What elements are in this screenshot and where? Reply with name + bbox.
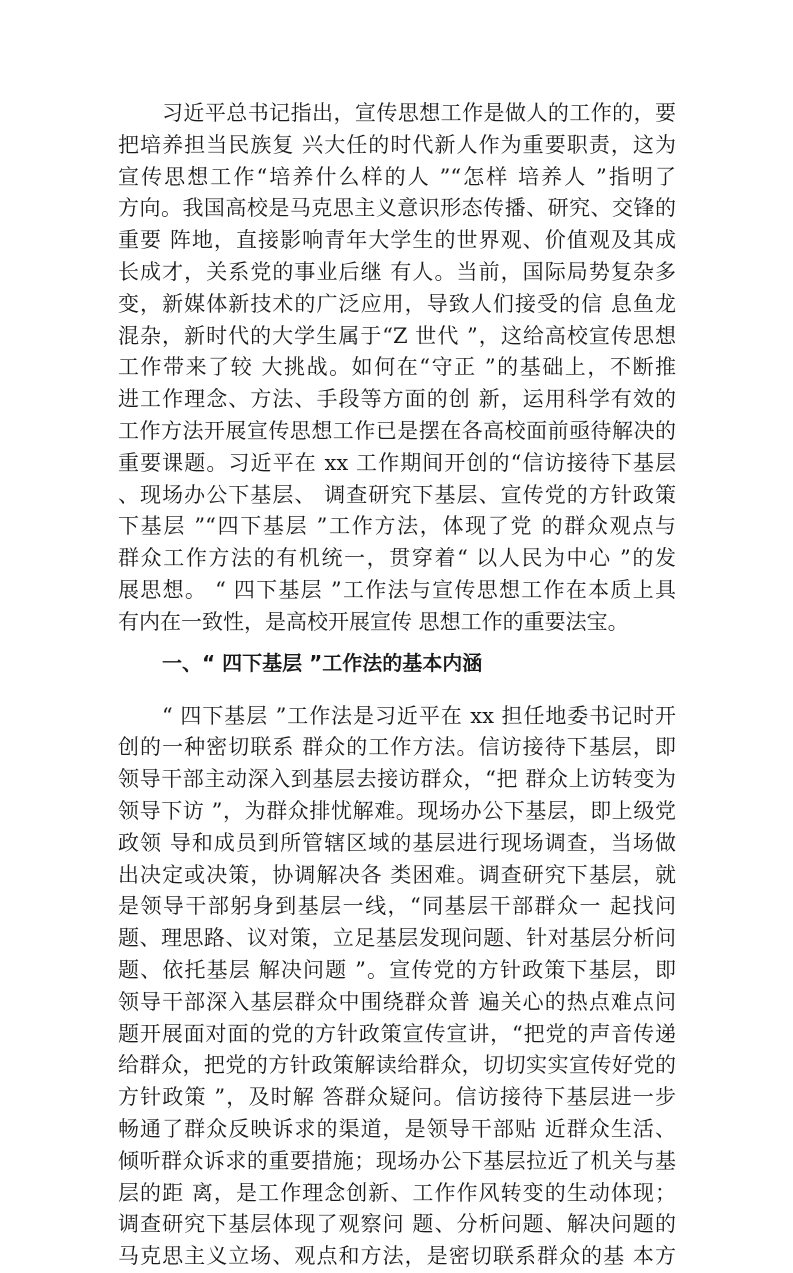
text-line: 倾听群众诉求的重要措施；现场办公下基层拉近了机关与基 — [118, 1148, 676, 1173]
text-line: 领导下访 ”，为群众排忧解难。现场办公下基层，即上级党 — [118, 798, 676, 823]
text-line: 题、理思路、议对策，立足基层发现问题、针对基层分析问 — [118, 926, 676, 951]
paragraph-section-1 — [118, 701, 676, 1273]
text-line: 展思想。 “ 四下基层 ”工作法与宣传思想工作在本质上具 — [118, 577, 676, 602]
text-line: 习近平总书记指出，宣传思想工作是做人的工作的，要 — [162, 101, 676, 125]
text-line: 宣传思想工作“培养什么样的人 ”“怎样 培养人 ”指明了 — [118, 164, 676, 189]
text-line: 题开展面对面的党的方针政策宣传宣讲，“把党的声音传递 — [118, 1021, 676, 1046]
text-line: 、现场办公下基层、 调查研究下基层、宣传党的方针政策 — [118, 482, 676, 507]
text-line: 把培养担当民族复 兴大任的时代新人作为重要职责，这为 — [118, 132, 676, 157]
text-line: 工作带来了较 大挑战。如何在“守正 ”的基础上，不断推 — [118, 355, 676, 380]
text-line: 进工作理念、方法、手段等方面的创 新，运用科学有效的 — [118, 387, 676, 412]
text-line: 创的一种密切联系 群众的工作方法。信访接待下基层，即 — [118, 735, 676, 760]
text-line: 出决定或决策，协调解决各 类困难。调查研究下基层，就 — [118, 862, 676, 887]
text-line: 有内在一致性，是高校开展宣传 思想工作的重要法宝。 — [118, 609, 629, 634]
text-line: 混杂，新时代的大学生属于“Z 世代 ”，这给高校宣传思想 — [118, 323, 676, 348]
text-line: 工作方法开展宣传思想工作已是摆在各高校面前亟待解决的 — [118, 418, 676, 443]
text-line: 政领 导和成员到所管辖区域的基层进行现场调查，当场做 — [118, 830, 676, 855]
spacer — [118, 685, 676, 701]
text-line: 方针政策 ”，及时解 答群众疑问。信访接待下基层进一步 — [118, 1085, 676, 1110]
paragraph-intro — [118, 98, 676, 639]
text-line: “ 四下基层 ”工作法是习近平在 xx 担任地委书记时开 — [162, 703, 676, 728]
text-line: 领导干部深入基层群众中围绕群众普 遍关心的热点难点问 — [118, 989, 676, 1014]
text-line: 方向。我国高校是马克思主义意识形态传播、研究、交锋的 — [118, 196, 676, 221]
text-line: 群众工作方法的有机统一，贯穿着“ 以人民为中心 ”的发 — [118, 546, 676, 571]
text-line: 领导干部主动深入到基层去接访群众，“把 群众上访转变为 — [118, 767, 676, 792]
text-line: 给群众，把党的方针政策解读给群众，切切实实宣传好党的 — [118, 1053, 676, 1078]
text-line: 变，新媒体新技术的广泛应用，导致人们接受的信 息鱼龙 — [118, 291, 676, 316]
text-line: 马克思主义立场、观点和方法，是密切联系群众的基 本方 — [118, 1244, 676, 1269]
text-line: 是领导干部躬身到基层一线，“同基层干部群众一 起找问 — [118, 894, 676, 919]
text-line: 下基层 ”“四下基层 ”工作方法，体现了党 的群众观点与 — [118, 514, 676, 539]
text-line: 重要 阵地，直接影响青年大学生的世界观、价值观及其成 — [118, 228, 676, 253]
text-line: 畅通了群众反映诉求的渠道，是领导干部贴 近群众生活、 — [118, 1116, 676, 1141]
text-line: 层的距 离，是工作理念创新、工作作风转变的生动体现； — [118, 1180, 676, 1205]
text-line: 题、依托基层 解决问题 ”。宣传党的方针政策下基层，即 — [118, 957, 676, 982]
text-line: 长成才，关系党的事业后继 有人。当前，国际局势复杂多 — [118, 259, 676, 284]
text-line: 调查研究下基层体现了观察问 题、分析问题、解决问题的 — [118, 1212, 676, 1237]
text-line: 重要课题。习近平在 xx 工作期间开创的“信访接待下基层 — [118, 450, 676, 475]
document-page — [118, 98, 676, 1273]
section-heading: 一、“ 四下基层 ”工作法的基本内涵 — [162, 650, 483, 675]
